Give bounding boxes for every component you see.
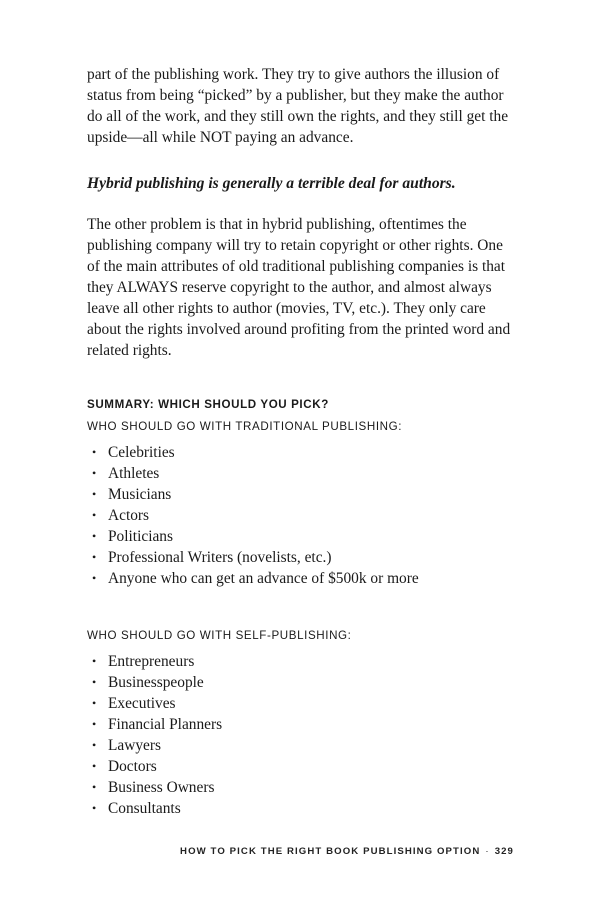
bullet-icon: • [92,654,97,668]
body-paragraph-1: part of the publishing work. They try to give authors the illusion of status from being “picked” by a publisher, but they make the author do all of the work, and they still own the rights, and they still get the upside—all while NOT paying an advance. [87,66,509,146]
list-item: • Actors [92,507,150,524]
list-item: • Doctors [92,758,157,775]
traditional-heading: WHO SHOULD GO WITH TRADITIONAL PUBLISHING: [87,420,403,433]
bullet-icon: • [92,696,97,710]
list-item: • Executives [92,695,176,712]
page-number: 329 [494,846,514,857]
body-paragraph-2: The other problem is that in hybrid publishing, oftentimes the publishing company will try to retain copyright or other rights. One of the main attributes of old traditional publishing companies is that they ALWAYS reserve copyright to the author, and almost always leave all other rights to author (movies, TV, etc.). They only care about the rights involved around profiting from the printed word and related rights. [87,216,511,359]
list-item: • Celebrities [92,444,175,461]
list-item: • Athletes [92,465,160,482]
bullet-icon: • [92,717,97,731]
list-item: • Musicians [92,486,172,503]
list-item: • Lawyers [92,737,161,754]
self-publishing-list [92,651,222,819]
bullet-icon: • [92,550,97,564]
bullet-icon: • [92,445,97,459]
list-item: • Financial Planners [92,716,223,733]
bullet-icon: • [92,675,97,689]
page-footer [180,846,514,857]
footer-separator: · [485,846,490,857]
list-item: • Business Owners [92,779,215,796]
self-publishing-heading: WHO SHOULD GO WITH SELF-PUBLISHING: [87,629,352,642]
list-item: • Professional Writers (novelists, etc.) [92,549,332,566]
bullet-icon: • [92,780,97,794]
bullet-icon: • [92,801,97,815]
emphasis-statement: Hybrid publishing is generally a terrible deal for authors. [87,175,456,192]
traditional-list [92,442,419,589]
bullet-icon: • [92,487,97,501]
list-item: • Anyone who can get an advance of $500k or more [92,570,419,587]
bullet-icon: • [92,571,97,585]
bullet-icon: • [92,466,97,480]
list-item: • Businesspeople [92,674,204,691]
bullet-icon: • [92,738,97,752]
list-item: • Entrepreneurs [92,653,195,670]
bullet-icon: • [92,759,97,773]
summary-heading: SUMMARY: WHICH SHOULD YOU PICK? [87,398,329,411]
list-item: • Consultants [92,800,181,817]
list-item: • Politicians [92,528,173,545]
bullet-icon: • [92,529,97,543]
running-title: HOW TO PICK THE RIGHT BOOK PUBLISHING OPTION [180,846,481,857]
bullet-icon: • [92,508,97,522]
